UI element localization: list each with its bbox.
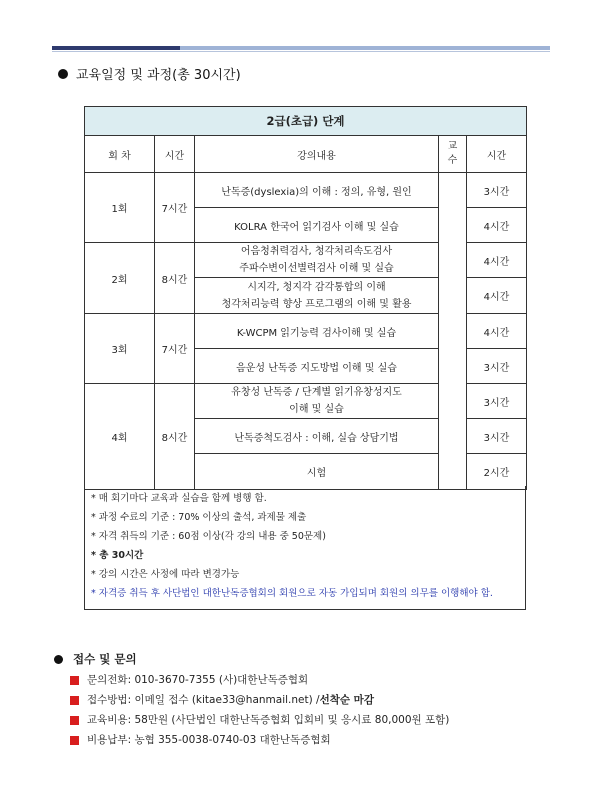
- contact-list: [70, 670, 449, 750]
- contact-section-title: [54, 651, 137, 667]
- lecture-cell: [195, 349, 439, 384]
- lecture-hours: 3시간: [467, 384, 527, 419]
- lecture-text-line: 어음청취력검사, 청각처리속도검사: [240, 246, 393, 257]
- table-row: [85, 173, 527, 208]
- lecture-hours: 3시간: [467, 419, 527, 454]
- note-line: * 자격 취득의 기준 : 60점 이상(각 강의 내용 중 50문제): [91, 531, 326, 542]
- header-lecture: 강의내용: [195, 136, 439, 173]
- contact-fee: 교육비용: 58만원 (사단법인 대한난독증협회 입회비 및 응시료 80,000원 포함): [87, 714, 450, 726]
- round-time: 7시간: [155, 314, 195, 384]
- header-round: 회 차: [85, 136, 155, 173]
- contact-title-text: 접수 및 문의: [73, 652, 137, 666]
- bullet-circle-icon: [58, 69, 68, 79]
- round-label: 3회: [85, 314, 155, 384]
- lecture-hours: 4시간: [467, 243, 527, 278]
- header-professor-text: 교 수: [447, 141, 458, 166]
- note-line-total: * 총 30시간: [91, 550, 144, 561]
- header-time: 시간: [155, 136, 195, 173]
- lecture-cell: [195, 454, 439, 490]
- round-time: 8시간: [155, 243, 195, 314]
- contact-method-deadline: 선착순 마감: [319, 694, 374, 706]
- lecture-text-line: 이해 및 실습: [289, 404, 344, 415]
- lecture-hours: 4시간: [467, 314, 527, 349]
- lecture-text-line: 청각처리능력 향상 프로그램의 이해 및 활용: [221, 298, 412, 310]
- lecture-text: KOLRA 한국어 읽기검사 이해 및 실습: [234, 221, 399, 233]
- round-label: 4회: [85, 384, 155, 490]
- contact-phone: 문의전화: 010-3670-7355 (사)대한난독증협회: [87, 674, 309, 686]
- note-line: * 과정 수료의 기준 : 70% 이상의 출석, 과제물 제출: [91, 512, 307, 523]
- round-time: 7시간: [155, 173, 195, 243]
- bullet-circle-icon: [54, 655, 63, 664]
- note-line: * 강의 시간은 사정에 따라 변경가능: [91, 569, 240, 580]
- lecture-cell: [195, 278, 439, 314]
- list-item: [70, 710, 449, 730]
- lecture-text: 음운성 난독증 지도방법 이해 및 실습: [236, 362, 397, 374]
- lecture-hours: 2시간: [467, 454, 527, 490]
- list-item: [70, 730, 449, 750]
- top-bar-dark-segment: [52, 46, 180, 50]
- top-bar-underline: [52, 51, 550, 52]
- level-header: 2급(초급) 단계: [85, 107, 527, 136]
- lecture-hours: 3시간: [467, 349, 527, 384]
- top-decorative-bar: [52, 46, 550, 54]
- lecture-text-line: 시지각, 청지각 감각통합의 이해: [247, 281, 386, 293]
- red-square-bullet-icon: [70, 676, 79, 685]
- list-item: [70, 670, 449, 690]
- lecture-text-line: 유창성 난독증 / 단계별 읽기유창성지도: [231, 387, 402, 398]
- lecture-text: K-WCPM 읽기능력 검사이해 및 실습: [236, 327, 397, 339]
- lecture-text: 시험: [306, 468, 327, 479]
- red-square-bullet-icon: [70, 716, 79, 725]
- note-line: * 매 회기마다 교육과 실습을 함께 병행 함.: [91, 493, 267, 504]
- schedule-table-wrap: [84, 106, 526, 490]
- red-square-bullet-icon: [70, 736, 79, 745]
- round-time: 8시간: [155, 384, 195, 490]
- contact-method: 접수방법: 이메일 접수 (kitae33@hanmail.net) /: [87, 694, 320, 706]
- lecture-cell: [195, 243, 439, 278]
- lecture-hours: 4시간: [467, 278, 527, 314]
- lecture-hours: 4시간: [467, 208, 527, 243]
- list-item: [70, 690, 449, 710]
- schedule-table: [84, 106, 527, 490]
- section-title-text: 교육일정 및 과정(총 30시간): [76, 68, 241, 83]
- top-bar-light-segment: [180, 46, 550, 50]
- lecture-cell: [195, 384, 439, 419]
- lecture-text: 난독증척도검사 : 이해, 실습 상담기법: [234, 432, 399, 444]
- round-label: 2회: [85, 243, 155, 314]
- lecture-text: 난독증(dyslexia)의 이해 : 정의, 유형, 원인: [221, 186, 412, 198]
- lecture-cell: [195, 419, 439, 454]
- header-professor: [439, 136, 467, 173]
- lecture-cell: [195, 314, 439, 349]
- professor-cell: [439, 173, 467, 490]
- lecture-text-line: 주파수변이선별력검사 이해 및 실습: [239, 263, 394, 274]
- contact-payment: 비용납부: 농협 355-0038-0740-03 대한난독증협회: [87, 734, 331, 746]
- red-square-bullet-icon: [70, 696, 79, 705]
- lecture-cell: [195, 173, 439, 208]
- header-hours: 시간: [467, 136, 527, 173]
- lecture-cell: [195, 208, 439, 243]
- section-title: [58, 64, 241, 83]
- note-line-membership: * 자격증 취득 후 사단법인 대한난독증협회의 회원으로 자동 가입되며 회원의 의무를 이행해야 함.: [91, 588, 493, 599]
- notes-box: [84, 486, 526, 610]
- lecture-hours: 3시간: [467, 173, 527, 208]
- round-label: 1회: [85, 173, 155, 243]
